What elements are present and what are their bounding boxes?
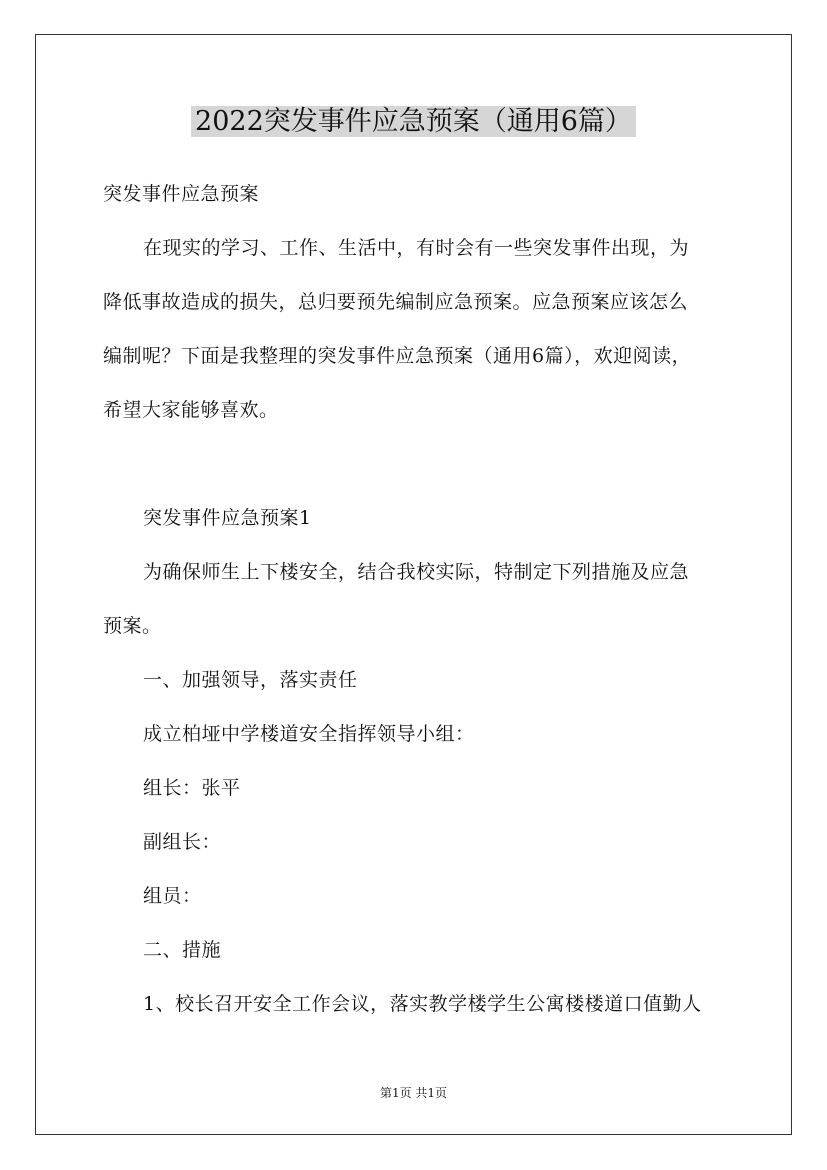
body-line-2: 预案。 (103, 615, 162, 637)
body-line-4: 成立柏垭中学楼道安全指挥领导小组： (143, 723, 475, 745)
document-subtitle: 突发事件应急预案 (103, 183, 260, 205)
intro-line-4: 希望大家能够喜欢。 (103, 399, 279, 421)
body-line-5: 组长：张平 (143, 777, 241, 799)
body-line-8: 二、措施 (143, 939, 222, 961)
intro-line-2: 降低事故造成的损失，总归要预先编制应急预案。应急预案应该怎么 (103, 291, 689, 313)
body-line-1: 为确保师生上下楼安全，结合我校实际，特制定下列措施及应急 (143, 561, 690, 583)
body-line-3: 一、加强领导，落实责任 (143, 669, 358, 691)
intro-line-3: 编制呢？下面是我整理的突发事件应急预案（通用6篇），欢迎阅读， (103, 345, 692, 367)
document-title (0, 100, 827, 144)
document-title-text: 2022突发事件应急预案（通用6篇） (191, 106, 636, 137)
page-footer (0, 1085, 827, 1101)
body-line-9: 1、校长召开安全工作会议，落实教学楼学生公寓楼楼道口值勤人 (143, 993, 702, 1015)
section-heading: 突发事件应急预案1 (143, 507, 312, 529)
intro-line-1: 在现实的学习、工作、生活中，有时会有一些突发事件出现，为 (143, 237, 690, 259)
body-line-6: 副组长： (143, 831, 222, 853)
page-number: 第1页 共1页 (379, 1086, 448, 1100)
body-line-7: 组员： (143, 885, 202, 907)
